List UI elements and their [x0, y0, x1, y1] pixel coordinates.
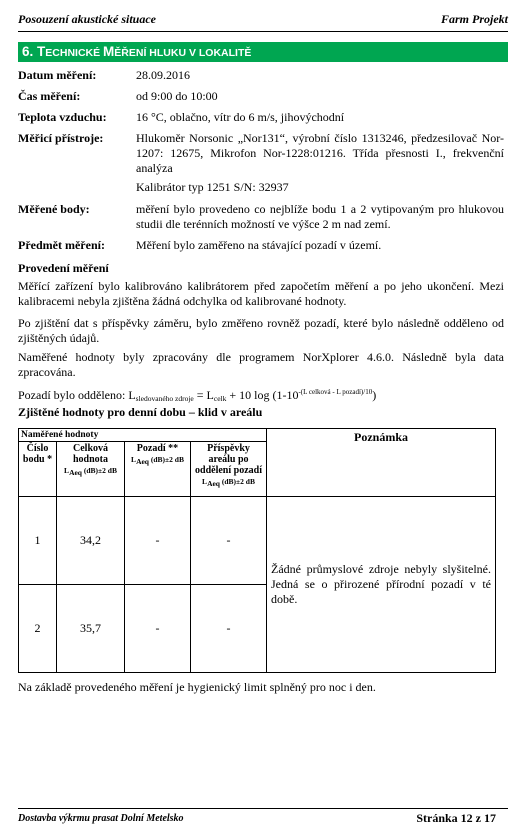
section-title-initial-1: T [37, 44, 46, 59]
header-divider [18, 31, 508, 32]
measurement-table [18, 428, 496, 673]
field-value: měření bylo provedeno co nejblíže bodu 1 a 2 vytipovaným pro hlukovou studii dle terénních možností ve výšce 2 m nad zemí. [136, 202, 504, 231]
procedure-paragraph: Naměřené hodnoty byly zpracovány dle programem NorXplorer 4.6.0. Následně byla data zpracována. [18, 350, 504, 379]
cell-note: Žádné průmyslové zdroje nebyly slyšitelné. Jedná se o přirozené přírodní pozadí v té době. [267, 497, 496, 673]
section-number: 6. [22, 44, 34, 59]
cell-background: - [125, 497, 191, 585]
field-label: Teplota vzduchu: [18, 110, 107, 124]
field-value: 16 °C, oblačno, vítr do 6 m/s, jihovýchodní [136, 110, 345, 124]
column-header-contribution: Příspěvky areálu po oddělení pozadí LAeq (dB)±2 dB [191, 442, 267, 497]
cell-point: 2 [19, 585, 57, 673]
field-value: Hlukoměr Norsonic „Nor131“, výrobní číslo 1313246, předzesilovač Nor-1207: 12675, Mikrofon Nor-1228:01216. Třída přesnosti I., frekvenční analýza [136, 131, 504, 175]
footer-project-name: Dostavba výkrmu prasat Dolní Metelsko [18, 813, 184, 824]
field-value: 28.09.2016 [136, 68, 190, 82]
header-document-title: Posouzení akustické situace [18, 12, 157, 26]
field-value: Měření bylo zaměřeno na stávající pozadí v území. [136, 238, 382, 252]
cell-contribution: - [191, 585, 267, 673]
section-title-rest-1: ECHNICKÉ [45, 47, 104, 59]
table-row [19, 497, 496, 585]
section-title-initial-2: M [103, 44, 115, 59]
section-title-rest-2: ĚŘENÍ HLUKU V LOKALITĚ [114, 47, 252, 59]
column-header-background: Pozadí ** LAeq (dB)±2 dB [125, 442, 191, 497]
page-number: Stránka 12 z 17 [416, 811, 496, 825]
section-heading-bar [18, 42, 508, 62]
field-label: Předmět měření: [18, 238, 105, 252]
field-value: od 9:00 do 10:00 [136, 89, 218, 103]
footer-divider [18, 808, 508, 809]
column-header-point: Číslo bodu * [19, 442, 57, 497]
table-group-header: Naměřené hodnoty [19, 429, 267, 442]
field-label: Datum měření: [18, 68, 97, 82]
cell-background: - [125, 585, 191, 673]
procedure-paragraph: Měřící zařízení bylo kalibrováno kalibrátorem před započetím měření a po jeho ukončení. Mezi kalibracemi nebyla zjištěna žádná odchylka od kalibrované hodnoty. [18, 279, 504, 308]
cell-total: 34,2 [57, 497, 125, 585]
header-company-name: Farm Projekt [440, 12, 508, 26]
table-heading: Zjištěné hodnoty pro denní dobu – klid v areálu [18, 405, 263, 419]
cell-point: 1 [19, 497, 57, 585]
column-header-note: Poznámka [267, 429, 496, 497]
field-label: Měřené body: [18, 202, 90, 216]
procedure-heading: Provedení měření [18, 261, 109, 275]
field-label: Měřicí přístroje: [18, 131, 104, 145]
conclusion-text: Na základě provedeného měření je hygienický limit splněný pro noc i den. [18, 680, 376, 694]
column-header-total: Celková hodnota LAeq (dB)±2 dB [57, 442, 125, 497]
cell-contribution: - [191, 497, 267, 585]
cell-total: 35,7 [57, 585, 125, 673]
background-formula: Pozadí bylo odděleno: $L_{sledovaného zdroje} = L_{celk} + 10$ $\log (1-10^{-(L celková - L pozadí)/10})$ [18, 388, 377, 403]
field-label: Čas měření: [18, 89, 81, 103]
procedure-paragraph: Po zjištění dat s příspěvky záměru, bylo změřeno rovněž pozadí, které bylo následně odděleno od zjištěných údajů. [18, 316, 504, 345]
field-value: Kalibrátor typ 1251 S/N: 32937 [136, 180, 289, 194]
